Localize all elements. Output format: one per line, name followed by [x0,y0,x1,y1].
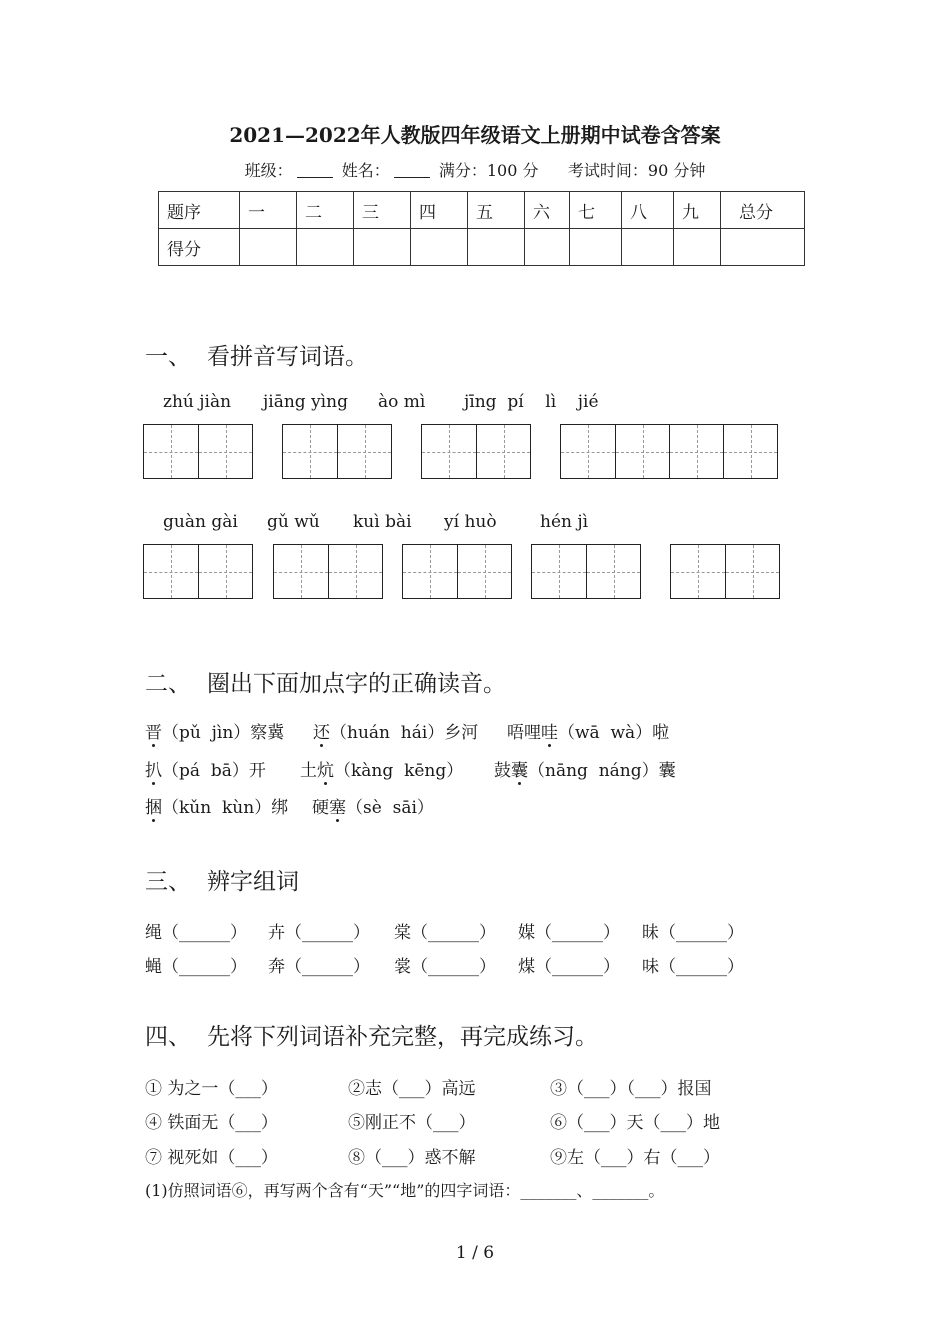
pinyin-label: hén jì [540,512,589,532]
section-title: 辨字组词 [207,869,299,895]
word-item[interactable]: 裳（______） [394,957,496,977]
writing-grid[interactable] [143,544,253,599]
section-number: 二、 [145,671,191,697]
writing-grid[interactable] [143,424,253,479]
writing-grid[interactable] [670,544,780,599]
reading-item[interactable]: 硬塞（sè sāi） [312,793,434,818]
word-item[interactable]: 绳（______） [145,923,247,943]
idiom-item[interactable]: ⑤刚正不（___） [348,1113,476,1133]
table-cell: 二 [297,192,354,229]
pinyin-label: yí huò [444,512,497,532]
exam-time: 考试时间：90 分钟 [567,161,706,180]
section-title: 圈出下面加点字的正确读音。 [207,671,506,697]
section-1-heading [145,338,368,371]
reading-item[interactable]: 还（huán hái）乡河 [313,718,478,743]
table-cell: 六 [525,192,570,229]
pinyin-label: jiāng yìng [263,392,348,412]
writing-grid[interactable] [560,424,778,479]
table-cell: 九 [674,192,721,229]
writing-grid[interactable] [273,544,383,599]
score-cell[interactable] [721,229,805,266]
dotted-char: 塞 [329,793,346,818]
table-cell: 总分 [721,192,805,229]
reading-item[interactable]: 捆（kǔn kùn）绑 [145,793,288,818]
dotted-char: 哇 [541,718,558,743]
dotted-char: 捆 [145,793,162,818]
idiom-item[interactable]: ⑦ 视死如（___） [145,1148,278,1168]
score-cell[interactable] [525,229,570,266]
table-row [159,192,805,229]
score-cell[interactable] [297,229,354,266]
section-number: 一、 [145,344,191,370]
score-cell[interactable] [570,229,622,266]
score-cell[interactable] [240,229,297,266]
score-table [158,191,805,266]
name-label: 姓名： [341,161,390,180]
section-title: 看拼音写词语。 [207,344,368,370]
reading-item[interactable]: 鼓囊（nāng náng）囊 [494,756,676,781]
score-cell[interactable] [622,229,674,266]
name-blank[interactable] [394,163,430,178]
score-cell[interactable] [354,229,411,266]
table-cell: 得分 [159,229,240,266]
pinyin-label: gǔ wǔ [267,512,320,532]
section-number: 三、 [145,869,191,895]
idiom-item[interactable]: ① 为之一（___） [145,1079,278,1099]
idiom-item[interactable]: ⑥（___）天（___）地 [550,1113,720,1133]
idiom-item[interactable]: ⑧（___）惑不解 [348,1148,476,1168]
idiom-item[interactable]: ③（___）（___）报国 [550,1079,712,1099]
section-number: 四、 [145,1024,191,1050]
question-text[interactable]: (1)仿照词语⑥，再写两个含有“天”“地”的四字词语：_______、_______。 [145,1181,665,1200]
dotted-char: 炕 [317,756,334,781]
reading-item[interactable]: 扒（pá bā）开 [145,756,266,781]
exam-info [0,158,950,181]
dotted-char: 还 [313,718,330,743]
table-cell: 七 [570,192,622,229]
reading-item[interactable]: 晋（pǔ jìn）察冀 [145,718,284,743]
word-item[interactable]: 卉（______） [268,923,370,943]
dotted-char: 晋 [145,718,162,743]
table-cell: 题序 [159,192,240,229]
section-4-heading [145,1018,598,1051]
writing-grid[interactable] [531,544,641,599]
table-row [159,229,805,266]
writing-grid[interactable] [421,424,531,479]
table-cell: 一 [240,192,297,229]
word-item[interactable]: 媒（______） [518,923,620,943]
score-cell[interactable] [468,229,525,266]
table-cell: 四 [411,192,468,229]
reading-item[interactable]: 唔哩哇（wā wà）啦 [507,718,669,743]
dotted-char: 扒 [145,756,162,781]
class-label: 班级： [244,161,293,180]
section-title: 先将下列词语补充完整，再完成练习。 [207,1024,598,1050]
score-cell[interactable] [411,229,468,266]
section-2-heading [145,665,506,698]
pinyin-label: jīng pí lì jié [464,392,599,412]
class-blank[interactable] [297,163,333,178]
pinyin-label: ào mì [378,392,426,412]
table-cell: 三 [354,192,411,229]
word-item[interactable]: 煤（______） [518,957,620,977]
idiom-item[interactable]: ②志（___）高远 [348,1079,476,1099]
reading-item[interactable]: 土炕（kàng kēng） [300,756,463,781]
pinyin-label: zhú jiàn [163,392,232,412]
word-item[interactable]: 蝇（______） [145,957,247,977]
writing-grid[interactable] [402,544,512,599]
table-cell: 八 [622,192,674,229]
word-item[interactable]: 昧（______） [642,923,744,943]
page-number: 1 / 6 [455,1243,495,1263]
score-cell[interactable] [674,229,721,266]
word-item[interactable]: 奔（______） [268,957,370,977]
pinyin-label: kuì bài [353,512,412,532]
section-3-heading [145,863,299,896]
dotted-char: 囊 [511,756,528,781]
writing-grid[interactable] [282,424,392,479]
idiom-item[interactable]: ④ 铁面无（___） [145,1113,278,1133]
pinyin-label: guàn gài [163,512,238,532]
page-title: 2021—2022年人教版四年级语文上册期中试卷含答案 [229,123,721,147]
full-score: 满分：100 分 [438,161,539,180]
idiom-item[interactable]: ⑨左（___）右（___） [550,1148,720,1168]
table-cell: 五 [468,192,525,229]
word-item[interactable]: 棠（______） [394,923,496,943]
word-item[interactable]: 味（______） [642,957,744,977]
